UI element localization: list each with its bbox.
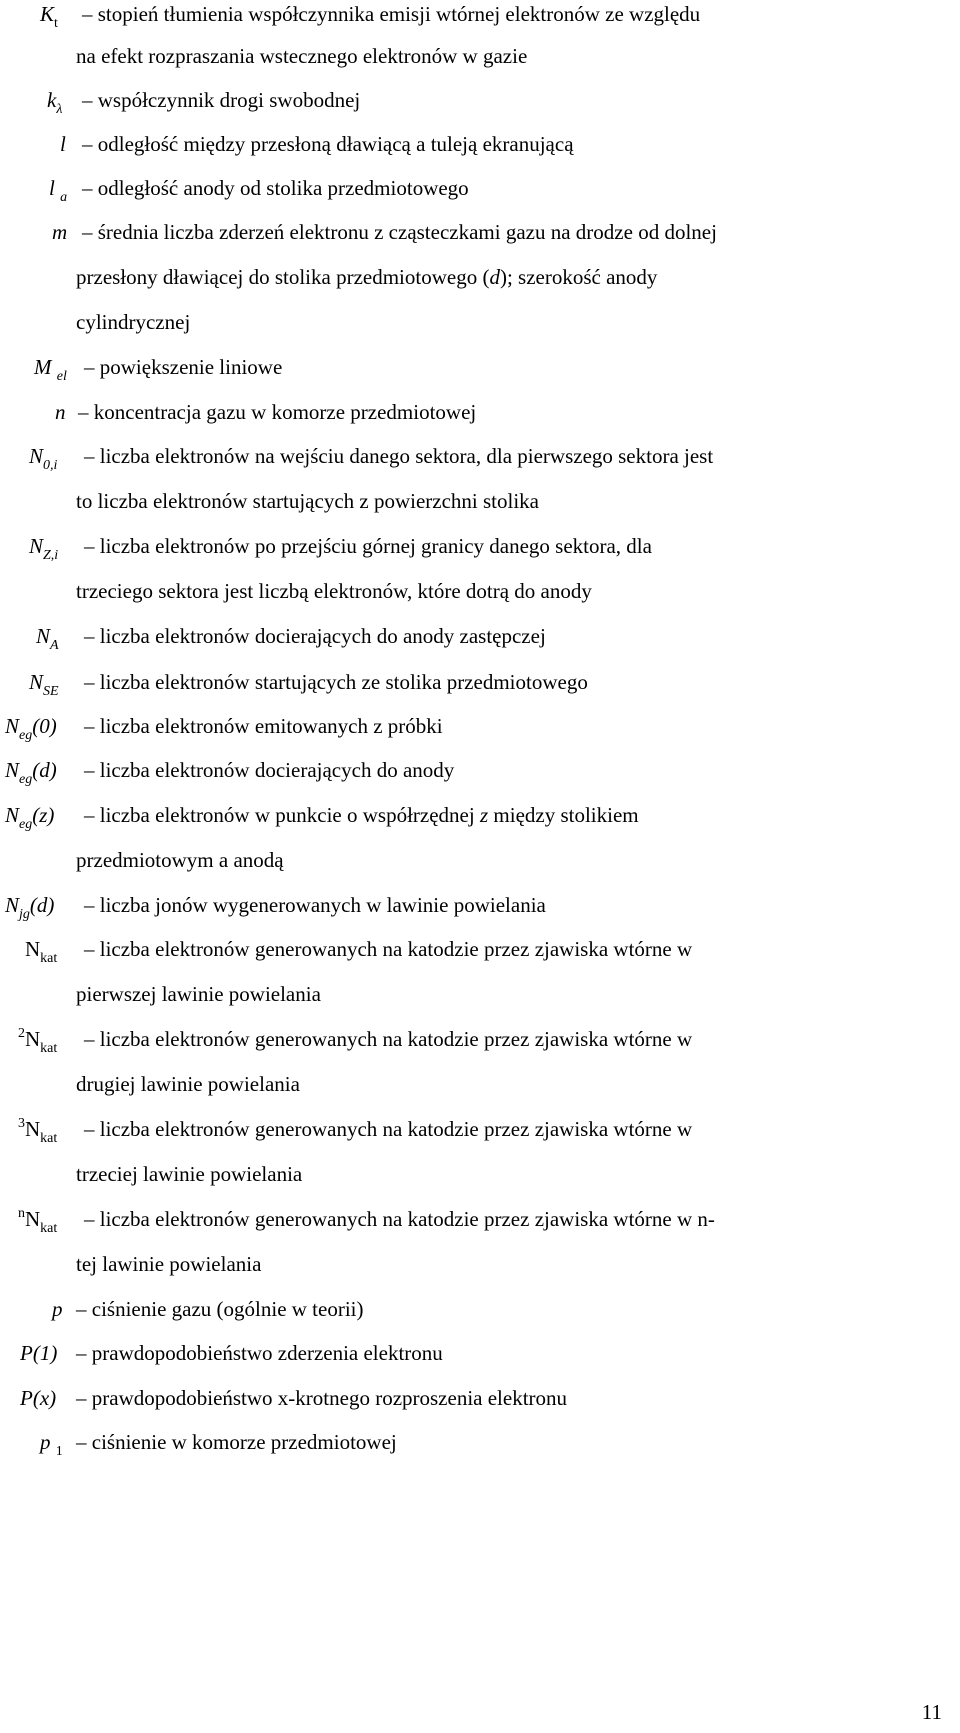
definition-line: drugiej lawinie powielania xyxy=(76,1072,300,1096)
definition-line: cylindrycznej xyxy=(76,310,191,334)
symbol: $k_\lambda$ xyxy=(47,88,63,117)
definition-line: – liczba elektronów generowanych na katodzie przez zjawiska wtórne w xyxy=(84,937,692,961)
definition-line: – stopień tłumienia współczynnika emisji wtórnej elektronów ze względu xyxy=(82,2,700,26)
definition-line: – odległość między przesłoną dławiącą a tuleją ekranującą xyxy=(82,132,574,156)
definition-line: – liczba elektronów docierających do anody xyxy=(84,758,454,782)
definition-line: – odległość anody od stolika przedmiotowego xyxy=(82,176,469,200)
definition-line: – ciśnienie gazu (ogólnie w teorii) xyxy=(76,1297,364,1321)
definition-line: – ciśnienie w komorze przedmiotowej xyxy=(76,1430,397,1454)
definition-line: – liczba elektronów generowanych na katodzie przez zjawiska wtórne w xyxy=(84,1117,692,1141)
definition-line: na efekt rozpraszania wstecznego elektronów w gazie xyxy=(76,44,528,68)
symbol: $N_{eg}(0)$ xyxy=(5,714,57,743)
definition-line: przedmiotowym a anodą xyxy=(76,848,284,872)
symbol: $K_t$ xyxy=(40,2,58,31)
page-number: 11 xyxy=(921,1700,942,1724)
definition-line: – współczynnik drogi swobodnej xyxy=(82,88,360,112)
symbol: p $_1$ xyxy=(40,1430,63,1459)
definition-line: pierwszej lawinie powielania xyxy=(76,982,321,1006)
definition-line: – liczba elektronów generowanych na katodzie przez zjawiska wtórne w n- xyxy=(84,1207,715,1231)
definition-line: tej lawinie powielania xyxy=(76,1252,262,1276)
definition-line: – liczba elektronów docierających do anody zastępczej xyxy=(84,624,546,648)
definition-line: – liczba elektronów emitowanych z próbki xyxy=(84,714,443,738)
definition-line: przesłony dławiącej do stolika przedmiotowego (d); szerokość anody xyxy=(76,265,658,289)
definition-line: – liczba elektronów po przejściu górnej granicy danego sektora, dla xyxy=(84,534,652,558)
symbol: $^2N_{kat}$ xyxy=(18,1026,58,1056)
definition-line: trzeciej lawinie powielania xyxy=(76,1162,303,1186)
symbol: m xyxy=(52,220,68,244)
symbol: n xyxy=(55,400,66,424)
symbol: $N_{eg}(z)$ xyxy=(5,803,55,832)
symbol: $N_{eg}(d)$ xyxy=(5,758,57,787)
symbol: l $_a$ xyxy=(49,176,68,205)
definition-line: – średnia liczba zderzeń elektronu z cząsteczkami gazu na drodze od dolnej xyxy=(82,220,717,244)
symbol: $N_{kat}$ xyxy=(25,937,58,966)
definition-line: – powiększenie liniowe xyxy=(84,355,282,379)
definition-line: – prawdopodobieństwo x-krotnego rozproszenia elektronu xyxy=(76,1386,567,1410)
symbol: $N_{Z,i}$ xyxy=(29,534,59,563)
definition-line: – liczba elektronów startujących ze stolika przedmiotowego xyxy=(84,670,588,694)
symbol: $^3N_{kat}$ xyxy=(18,1116,58,1146)
definition-line: – liczba elektronów na wejściu danego sektora, dla pierwszego sektora jest xyxy=(84,444,713,468)
definition-line: – liczba elektronów generowanych na katodzie przez zjawiska wtórne w xyxy=(84,1027,692,1051)
definition-line: – liczba elektronów w punkcie o współrzędnej z między stolikiem xyxy=(84,803,639,827)
symbol: $N_A$ xyxy=(36,624,59,653)
definition-line: to liczba elektronów startujących z powierzchni stolika xyxy=(76,489,539,513)
symbol: P(1) xyxy=(20,1341,58,1365)
symbol: $N_{0,i}$ xyxy=(29,444,58,473)
definition-line: – prawdopodobieństwo zderzenia elektronu xyxy=(76,1341,443,1365)
symbol: p xyxy=(52,1297,63,1321)
symbol: P(x) xyxy=(20,1386,57,1410)
symbol: $N_{SE}$ xyxy=(29,670,59,699)
definition-line: trzeciego sektora jest liczbą elektronów, które dotrą do anody xyxy=(76,579,592,603)
symbol: $N_{jg}(d)$ xyxy=(5,893,55,922)
symbol: $^nN_{kat}$ xyxy=(18,1206,58,1236)
symbol: l xyxy=(60,132,66,156)
symbol: M $_{el}$ xyxy=(34,355,67,384)
definition-line: – koncentracja gazu w komorze przedmiotowej xyxy=(78,400,476,424)
definition-line: – liczba jonów wygenerowanych w lawinie powielania xyxy=(84,893,546,917)
